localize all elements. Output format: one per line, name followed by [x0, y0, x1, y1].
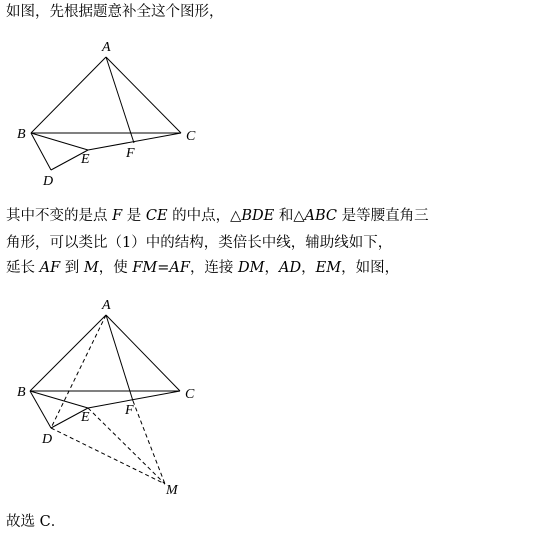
seg: ，如图，: [341, 260, 400, 276]
seg: 到: [60, 260, 84, 276]
seg: 其中不变的是点: [6, 208, 113, 224]
seg: ，使: [98, 260, 133, 276]
seg: F: [112, 208, 123, 224]
label-F: F: [125, 403, 134, 418]
label-E: E: [81, 410, 90, 425]
seg: 延长: [6, 260, 40, 276]
label-F: F: [126, 146, 135, 161]
label-B: B: [17, 127, 26, 142]
label-C: C: [186, 129, 196, 144]
label-B: B: [17, 385, 26, 400]
seg: M: [83, 260, 99, 276]
conclusion-line: 故选 C．: [6, 514, 66, 530]
segment-AF: [106, 315, 133, 401]
label-A: A: [102, 298, 111, 313]
segment-EC: [88, 391, 180, 408]
seg: ，: [264, 260, 280, 276]
seg: 和△: [274, 208, 305, 224]
seg: 的中点，△: [167, 208, 242, 224]
segment-EM: [88, 408, 165, 484]
seg: 是: [122, 208, 146, 224]
figure-2-solid-lines: [30, 315, 180, 428]
figure-2-dashed-lines: [51, 315, 165, 484]
segment-AD: [51, 315, 106, 428]
label-D: D: [43, 174, 54, 189]
segment-AB: [30, 315, 106, 391]
seg: BDE: [241, 208, 275, 224]
label-M: M: [166, 483, 178, 498]
label-D: D: [42, 432, 53, 447]
seg: AD: [279, 260, 302, 276]
label-C: C: [185, 387, 195, 402]
seg: ，连接: [189, 260, 239, 276]
label-A: A: [102, 40, 111, 55]
segment-FM: [133, 401, 165, 484]
label-E: E: [81, 152, 90, 167]
seg: ，: [301, 260, 316, 276]
seg: CE: [145, 208, 168, 224]
intro-line: 如图，先根据题意补全这个图形，: [6, 4, 224, 20]
segment-AC: [106, 315, 180, 391]
seg: EM: [315, 260, 342, 276]
seg: DM: [238, 260, 265, 276]
seg: AF: [39, 260, 61, 276]
segment-DM: [51, 428, 165, 484]
seg: 是等腰直角三: [336, 208, 429, 224]
seg: 角形，可以类比（1）中的结构，类倍长中线，辅助线如下，: [6, 235, 393, 251]
seg: ABC: [304, 208, 337, 224]
seg: FM=AF: [132, 260, 190, 276]
